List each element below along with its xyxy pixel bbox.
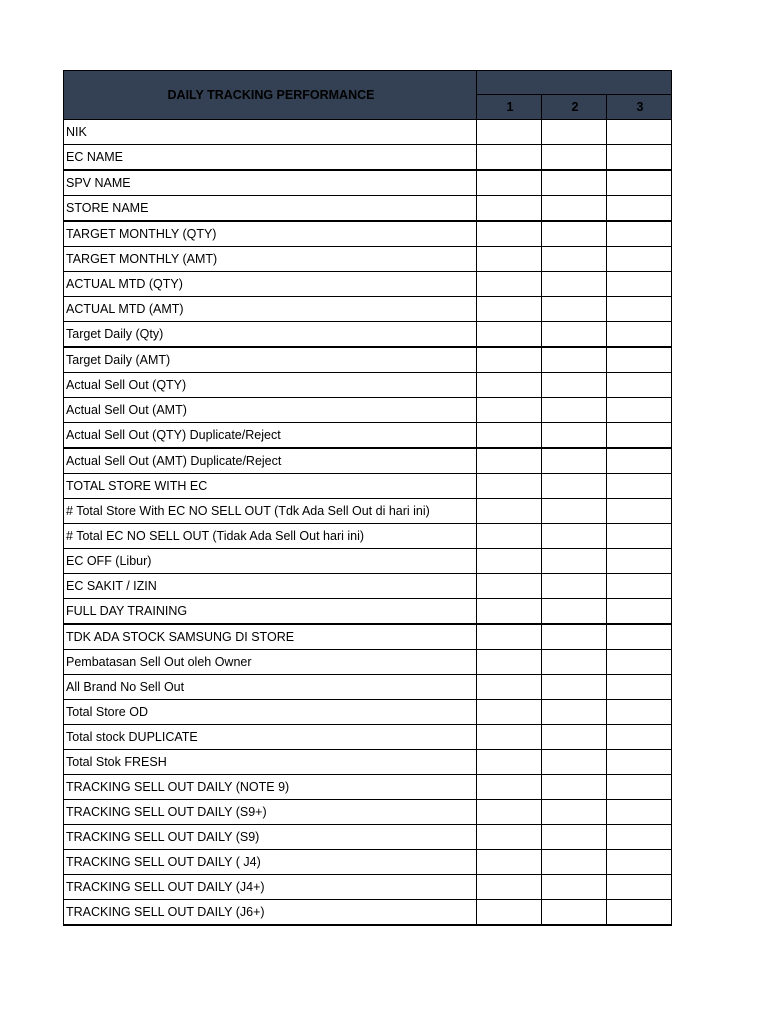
table-row (64, 221, 672, 247)
day-3-cell[interactable] (607, 800, 672, 825)
table-row (64, 448, 672, 474)
row-label: Total stock DUPLICATE (64, 725, 477, 750)
day-1-cell[interactable] (477, 725, 542, 750)
day-3-cell[interactable] (607, 297, 672, 322)
table-row (64, 850, 672, 875)
row-label: EC OFF (Libur) (64, 549, 477, 574)
table-row (64, 247, 672, 272)
row-label: Actual Sell Out (AMT) (64, 398, 477, 423)
day-1-cell[interactable] (477, 297, 542, 322)
day-1-cell[interactable] (477, 524, 542, 549)
row-label: TRACKING SELL OUT DAILY (S9) (64, 825, 477, 850)
day-2-cell[interactable] (542, 247, 607, 272)
day-3-cell[interactable] (607, 675, 672, 700)
row-label: ACTUAL MTD (QTY) (64, 272, 477, 297)
day-2-cell[interactable] (542, 297, 607, 322)
table-row (64, 775, 672, 800)
day-2-cell[interactable] (542, 499, 607, 524)
day-2-cell[interactable] (542, 700, 607, 725)
day-1-cell[interactable] (477, 398, 542, 423)
table-row (64, 474, 672, 499)
day-2-cell[interactable] (542, 750, 607, 775)
table-row (64, 700, 672, 725)
day-1-cell[interactable] (477, 549, 542, 574)
row-label: STORE NAME (64, 196, 477, 222)
row-label: Target Daily (Qty) (64, 322, 477, 348)
row-label: Actual Sell Out (AMT) Duplicate/Reject (64, 448, 477, 474)
day-3-cell[interactable] (607, 775, 672, 800)
day-2-cell[interactable] (542, 549, 607, 574)
day-2-cell[interactable] (542, 624, 607, 650)
row-label: # Total EC NO SELL OUT (Tidak Ada Sell Out hari ini) (64, 524, 477, 549)
day-1-cell[interactable] (477, 347, 542, 373)
table-row (64, 322, 672, 348)
row-label: Pembatasan Sell Out oleh Owner (64, 650, 477, 675)
row-label: SPV NAME (64, 170, 477, 196)
day-1-cell[interactable] (477, 474, 542, 499)
day-1-cell[interactable] (477, 574, 542, 599)
day-3-cell[interactable] (607, 850, 672, 875)
table-row (64, 750, 672, 775)
day-1-cell[interactable] (477, 145, 542, 171)
day-2-cell[interactable] (542, 196, 607, 222)
row-label: Total Stok FRESH (64, 750, 477, 775)
day-2-cell[interactable] (542, 398, 607, 423)
day-3-cell[interactable] (607, 448, 672, 474)
day-2-cell[interactable] (542, 272, 607, 297)
day-2-cell[interactable] (542, 725, 607, 750)
day-2-cell[interactable] (542, 221, 607, 247)
row-label: EC SAKIT / IZIN (64, 574, 477, 599)
day-3-cell[interactable] (607, 900, 672, 926)
day-1-cell[interactable] (477, 247, 542, 272)
table-row (64, 196, 672, 222)
row-label: TOTAL STORE WITH EC (64, 474, 477, 499)
day-1-cell[interactable] (477, 170, 542, 196)
day-header-3: 3 (607, 95, 672, 120)
table-row (64, 725, 672, 750)
day-1-cell[interactable] (477, 373, 542, 398)
sheet-title: DAILY TRACKING PERFORMANCE (64, 71, 477, 120)
day-1-cell[interactable] (477, 675, 542, 700)
table-row (64, 675, 672, 700)
day-1-cell[interactable] (477, 423, 542, 449)
day-2-cell[interactable] (542, 524, 607, 549)
row-label: TRACKING SELL OUT DAILY (S9+) (64, 800, 477, 825)
day-3-cell[interactable] (607, 347, 672, 373)
row-label: Actual Sell Out (QTY) (64, 373, 477, 398)
day-2-cell[interactable] (542, 900, 607, 926)
day-1-cell[interactable] (477, 850, 542, 875)
day-1-cell[interactable] (477, 322, 542, 348)
day-2-cell[interactable] (542, 800, 607, 825)
day-2-cell[interactable] (542, 574, 607, 599)
day-2-cell[interactable] (542, 347, 607, 373)
row-label: Target Daily (AMT) (64, 347, 477, 373)
day-2-cell[interactable] (542, 875, 607, 900)
day-2-cell[interactable] (542, 145, 607, 171)
table-row (64, 875, 672, 900)
day-2-cell[interactable] (542, 170, 607, 196)
day-2-cell[interactable] (542, 775, 607, 800)
day-2-cell[interactable] (542, 474, 607, 499)
row-label: TRACKING SELL OUT DAILY ( J4) (64, 850, 477, 875)
day-2-cell[interactable] (542, 120, 607, 145)
table-row (64, 800, 672, 825)
day-2-cell[interactable] (542, 599, 607, 625)
day-1-cell[interactable] (477, 825, 542, 850)
day-3-cell[interactable] (607, 725, 672, 750)
day-1-cell[interactable] (477, 221, 542, 247)
table-row (64, 624, 672, 650)
day-header-2: 2 (542, 95, 607, 120)
table-row (64, 347, 672, 373)
table-row (64, 272, 672, 297)
row-label: # Total Store With EC NO SELL OUT (Tdk Ada Sell Out di hari ini) (64, 499, 477, 524)
day-3-cell[interactable] (607, 624, 672, 650)
day-3-cell[interactable] (607, 574, 672, 599)
table-row (64, 825, 672, 850)
row-label: FULL DAY TRAINING (64, 599, 477, 625)
day-1-cell[interactable] (477, 650, 542, 675)
day-3-cell[interactable] (607, 247, 672, 272)
table-row (64, 499, 672, 524)
day-3-cell[interactable] (607, 423, 672, 449)
day-3-cell[interactable] (607, 700, 672, 725)
day-1-cell[interactable] (477, 624, 542, 650)
table-row (64, 549, 672, 574)
day-3-cell[interactable] (607, 750, 672, 775)
row-label: TRACKING SELL OUT DAILY (NOTE 9) (64, 775, 477, 800)
day-1-cell[interactable] (477, 875, 542, 900)
day-2-cell[interactable] (542, 448, 607, 474)
day-1-cell[interactable] (477, 272, 542, 297)
day-3-cell[interactable] (607, 524, 672, 549)
day-3-cell[interactable] (607, 145, 672, 171)
day-2-cell[interactable] (542, 322, 607, 348)
day-header-1: 1 (477, 95, 542, 120)
day-3-cell[interactable] (607, 120, 672, 145)
daily-tracking-table (63, 70, 672, 926)
day-3-cell[interactable] (607, 398, 672, 423)
day-1-cell[interactable] (477, 750, 542, 775)
row-label: Actual Sell Out (QTY) Duplicate/Reject (64, 423, 477, 449)
day-3-cell[interactable] (607, 499, 672, 524)
day-3-cell[interactable] (607, 825, 672, 850)
day-3-cell[interactable] (607, 322, 672, 348)
row-label: EC NAME (64, 145, 477, 171)
day-1-cell[interactable] (477, 499, 542, 524)
day-3-cell[interactable] (607, 170, 672, 196)
day-3-cell[interactable] (607, 549, 672, 574)
row-label: TRACKING SELL OUT DAILY (J6+) (64, 900, 477, 926)
table-row (64, 900, 672, 926)
table-row (64, 145, 672, 171)
row-label: TRACKING SELL OUT DAILY (J4+) (64, 875, 477, 900)
day-2-cell[interactable] (542, 650, 607, 675)
row-label: TARGET MONTHLY (QTY) (64, 221, 477, 247)
table-row (64, 373, 672, 398)
table-row (64, 574, 672, 599)
table-row (64, 120, 672, 145)
day-3-cell[interactable] (607, 599, 672, 625)
table-row (64, 398, 672, 423)
table-row (64, 423, 672, 449)
day-1-cell[interactable] (477, 775, 542, 800)
day-1-cell[interactable] (477, 800, 542, 825)
table-row (64, 297, 672, 322)
day-1-cell[interactable] (477, 120, 542, 145)
table-row (64, 599, 672, 625)
row-label: NIK (64, 120, 477, 145)
row-label: TDK ADA STOCK SAMSUNG DI STORE (64, 624, 477, 650)
table-row (64, 170, 672, 196)
day-2-cell[interactable] (542, 825, 607, 850)
row-label: All Brand No Sell Out (64, 675, 477, 700)
day-3-cell[interactable] (607, 875, 672, 900)
day-2-cell[interactable] (542, 423, 607, 449)
day-3-cell[interactable] (607, 196, 672, 222)
day-1-cell[interactable] (477, 900, 542, 926)
day-2-cell[interactable] (542, 373, 607, 398)
day-3-cell[interactable] (607, 373, 672, 398)
day-header-band (477, 71, 672, 95)
day-3-cell[interactable] (607, 650, 672, 675)
day-1-cell[interactable] (477, 196, 542, 222)
row-label: ACTUAL MTD (AMT) (64, 297, 477, 322)
day-3-cell[interactable] (607, 221, 672, 247)
day-2-cell[interactable] (542, 675, 607, 700)
day-2-cell[interactable] (542, 850, 607, 875)
day-1-cell[interactable] (477, 448, 542, 474)
table-row (64, 650, 672, 675)
day-3-cell[interactable] (607, 474, 672, 499)
title-row (64, 71, 672, 95)
day-1-cell[interactable] (477, 599, 542, 625)
day-3-cell[interactable] (607, 272, 672, 297)
row-label: Total Store OD (64, 700, 477, 725)
day-1-cell[interactable] (477, 700, 542, 725)
table-row (64, 524, 672, 549)
row-label: TARGET MONTHLY (AMT) (64, 247, 477, 272)
